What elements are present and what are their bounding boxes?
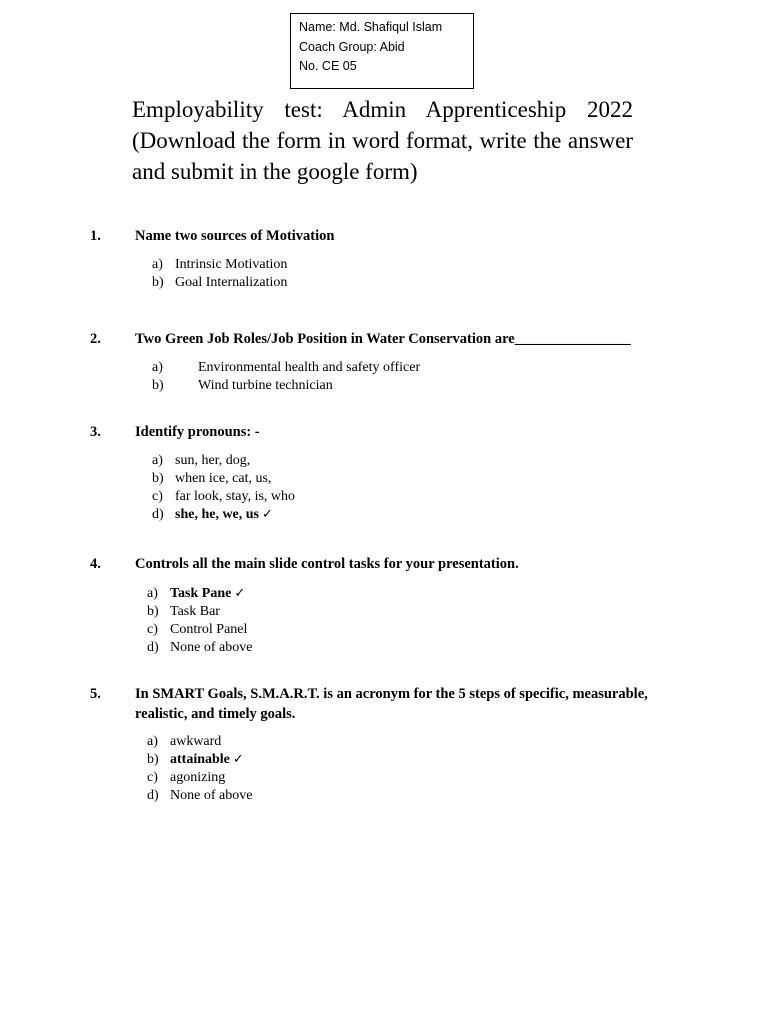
option-letter: d) (147, 788, 159, 803)
option-letter: c) (152, 489, 163, 504)
option-text: far look, stay, is, who (175, 489, 296, 504)
option-text: Control Panel (170, 622, 248, 637)
option-letter: a) (152, 453, 163, 468)
question-5 (90, 684, 680, 724)
question-1 (90, 226, 680, 246)
question-text: Two Green Job Roles/Job Position in Water Conservation are________________ (135, 331, 631, 347)
option-text: Wind turbine technician (198, 378, 333, 393)
question-text: Controls all the main slide control tasks for your presentation. (135, 556, 519, 572)
option-4d (147, 639, 253, 657)
option-text: Task Pane (170, 586, 232, 601)
option-5c (147, 769, 226, 787)
student-number: No. CE 05 (299, 59, 357, 73)
option-letter: b) (147, 752, 159, 767)
option-4b (147, 603, 220, 621)
question-text: Name two sources of Motivation (135, 228, 335, 244)
option-4c (147, 621, 248, 639)
option-letter: c) (147, 622, 158, 637)
student-info-box (290, 13, 474, 89)
question-number: 3. (90, 424, 101, 440)
options-list-4 (147, 585, 253, 657)
option-text: when ice, cat, us, (175, 471, 272, 486)
options-list-5 (147, 733, 253, 805)
option-2b (152, 377, 333, 395)
options-list-2 (152, 359, 421, 395)
option-4a (147, 585, 246, 603)
page-title: Employability test: Admin Apprenticeship 2022 (Download the form in word format, write the answer and submit in the google form) (132, 97, 633, 184)
option-text: agonizing (170, 770, 226, 785)
option-letter: b) (147, 604, 159, 619)
option-3c (152, 488, 296, 506)
option-text: Goal Internalization (175, 275, 288, 290)
options-list-1 (152, 256, 288, 292)
option-text: None of above (170, 788, 253, 803)
option-text: awkward (170, 734, 222, 749)
option-letter: a) (152, 360, 163, 375)
question-4 (90, 554, 680, 574)
option-3b (152, 470, 272, 488)
option-text: None of above (170, 640, 253, 655)
question-3 (90, 422, 680, 442)
option-text: attainable (170, 752, 230, 767)
option-letter: d) (152, 507, 164, 522)
option-text: she, he, we, us (175, 507, 260, 522)
option-1a (152, 256, 288, 274)
question-text: Identify pronouns: - (135, 424, 260, 440)
option-letter: b) (152, 471, 164, 486)
option-text: Intrinsic Motivation (175, 257, 288, 272)
question-number: 2. (90, 331, 101, 347)
option-5a (147, 733, 222, 751)
option-letter: b) (152, 378, 164, 393)
option-5b (147, 751, 244, 769)
option-letter: d) (147, 640, 159, 655)
option-3d (152, 506, 273, 524)
student-name: Name: Md. Shafiqul Islam (299, 20, 443, 34)
option-2a (152, 359, 421, 377)
option-1b (152, 274, 288, 292)
question-number: 4. (90, 556, 101, 572)
option-letter: c) (147, 770, 158, 785)
check-mark-icon: ✓ (262, 507, 273, 522)
question-number: 1. (90, 228, 101, 244)
option-letter: a) (147, 586, 158, 601)
check-mark-icon: ✓ (234, 586, 246, 601)
option-letter: a) (147, 734, 158, 749)
option-text: Task Bar (170, 604, 220, 619)
option-letter: b) (152, 275, 164, 290)
question-text: In SMART Goals, S.M.A.R.T. is an acronym for the 5 steps of specific, measurable, realistic, and timely goals. (135, 686, 648, 722)
coach-group: Coach Group: Abid (299, 39, 405, 54)
option-text: Environmental health and safety officer (198, 360, 421, 375)
question-number: 5. (90, 686, 101, 702)
option-3a (152, 452, 251, 470)
option-5d (147, 787, 253, 805)
question-2 (90, 329, 680, 349)
option-letter: a) (152, 257, 163, 272)
options-list-3 (152, 452, 296, 524)
check-mark-icon: ✓ (232, 752, 244, 767)
option-text: sun, her, dog, (175, 453, 251, 468)
